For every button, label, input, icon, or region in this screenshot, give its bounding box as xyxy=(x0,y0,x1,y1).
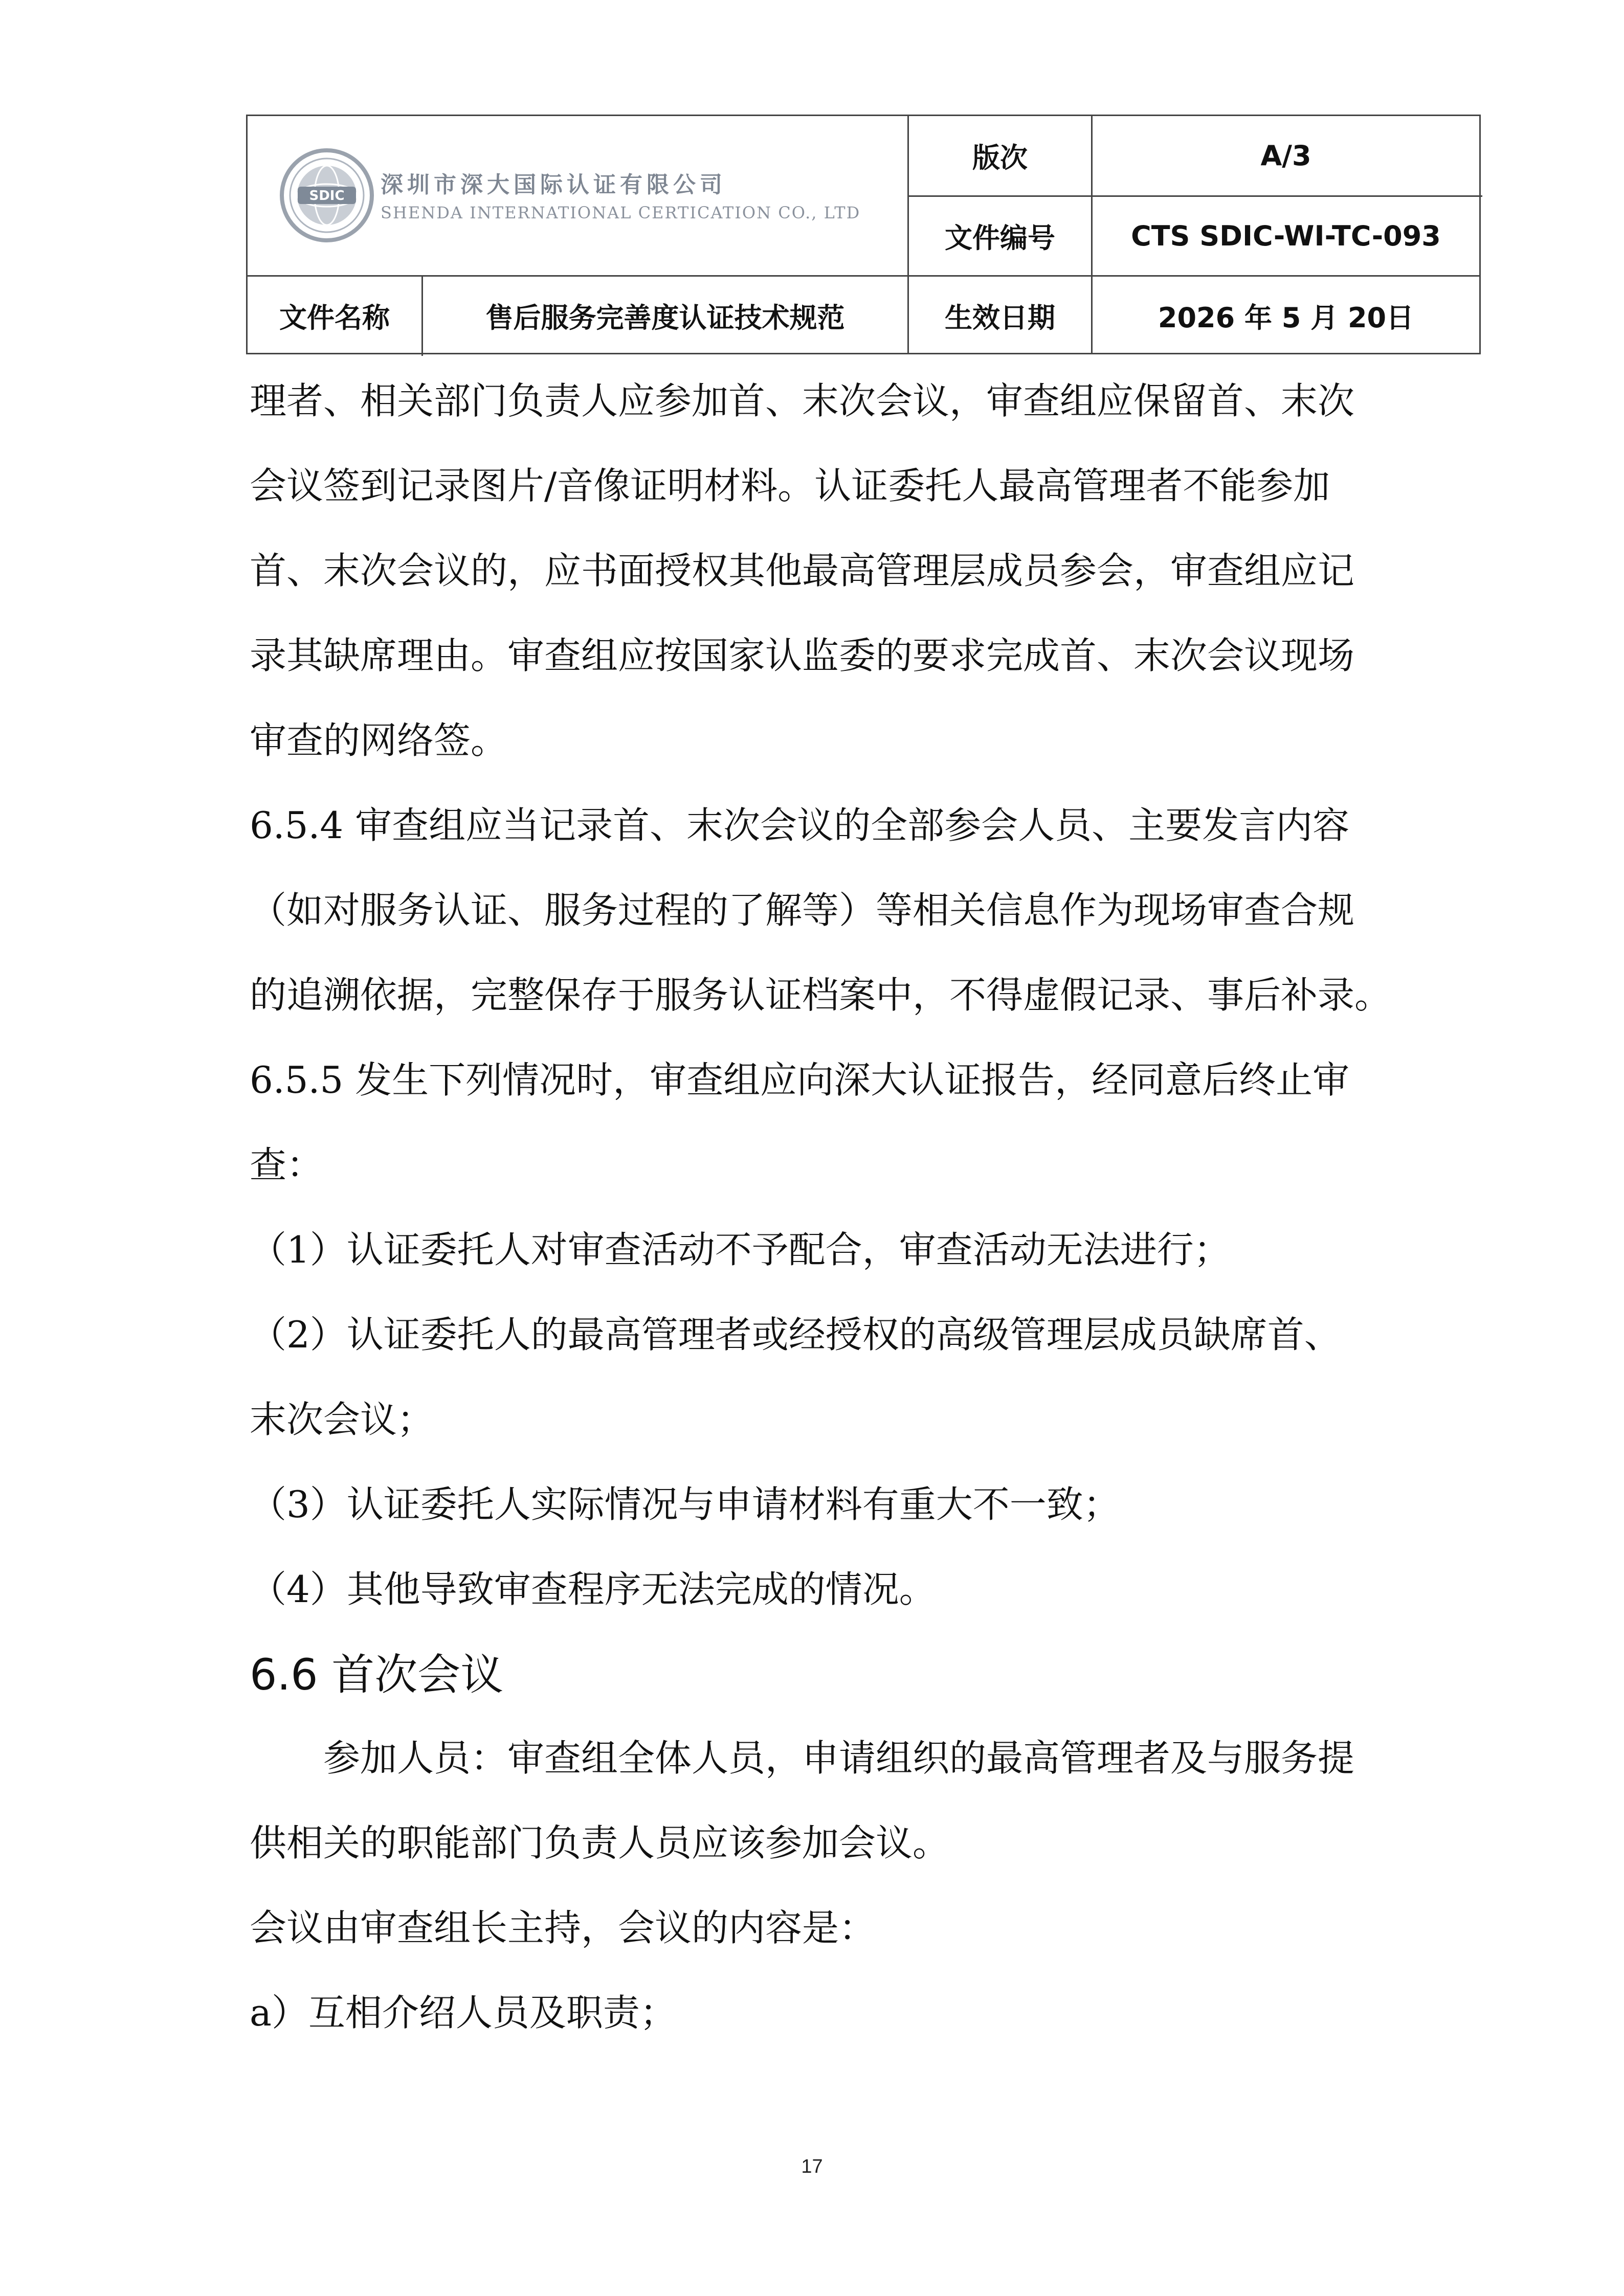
effective-date-label: 生效日期 xyxy=(945,301,1055,334)
body-line: 查： xyxy=(250,1143,324,1186)
version-label: 版次 xyxy=(972,142,1028,174)
effective-date-value: 2026 年 5 月 20日 xyxy=(1158,301,1414,334)
company-name-cn: 深圳市深大国际认证有限公司 xyxy=(381,172,726,198)
body-line: 6.5.4 审查组应当记录首、末次会议的全部参会人员、主要发言内容 xyxy=(250,804,1350,847)
logo-acronym: SDIC xyxy=(309,188,345,204)
body-line: 理者、相关部门负责人应参加首、末次会议，审查组应保留首、末次 xyxy=(250,379,1355,422)
sdic-logo-icon xyxy=(278,147,375,244)
body-line: 供相关的职能部门负责人员应该参加会议。 xyxy=(250,1821,950,1864)
doc-number-value: CTS SDIC-WI-TC-093 xyxy=(1131,220,1441,252)
body-line: 录其缺席理由。审查组应按国家认监委的要求完成首、末次会议现场 xyxy=(250,634,1355,677)
body-line: 末次会议； xyxy=(250,1398,434,1441)
section-heading: 6.6 首次会议 xyxy=(250,1650,504,1700)
body-line: （2）认证委托人的最高管理者或经授权的高级管理层成员缺席首、 xyxy=(250,1313,1341,1356)
document-header-table xyxy=(246,115,1481,354)
body-line: 参加人员：审查组全体人员，申请组织的最高管理者及与服务提 xyxy=(323,1737,1355,1780)
doc-name-label: 文件名称 xyxy=(279,301,390,334)
page-number: 17 xyxy=(801,2156,823,2177)
body-line: （如对服务认证、服务过程的了解等）等相关信息作为现场审查合规 xyxy=(250,889,1355,932)
body-line: 的追溯依据，完整保存于服务认证档案中，不得虚假记录、事后补录。 xyxy=(250,974,1392,1017)
company-name-en: SHENDA INTERNATIONAL CERTICATION CO., LTD xyxy=(381,203,861,222)
version-value: A/3 xyxy=(1260,140,1311,172)
body-line: 会议由审查组长主持，会议的内容是： xyxy=(250,1906,876,1949)
doc-number-label: 文件编号 xyxy=(945,222,1055,254)
body-line: （1）认证委托人对审查活动不予配合，审查活动无法进行； xyxy=(250,1228,1231,1271)
body-line: 会议签到记录图片/音像证明材料。认证委托人最高管理者不能参加 xyxy=(250,464,1330,507)
body-line: （3）认证委托人实际情况与申请材料有重大不一致； xyxy=(250,1483,1120,1526)
body-line: （4）其他导致审查程序无法完成的情况。 xyxy=(250,1568,936,1611)
body-line: a）互相介绍人员及职责； xyxy=(250,1991,677,2034)
body-line: 首、末次会议的，应书面授权其他最高管理层成员参会，审查组应记 xyxy=(250,549,1355,592)
body-line: 审查的网络签。 xyxy=(250,719,508,762)
body-line: 6.5.5 发生下列情况时，审查组应向深大认证报告，经同意后终止审 xyxy=(250,1059,1350,1101)
doc-name-value: 售后服务完善度认证技术规范 xyxy=(485,301,845,334)
company-logo-block xyxy=(278,147,892,249)
